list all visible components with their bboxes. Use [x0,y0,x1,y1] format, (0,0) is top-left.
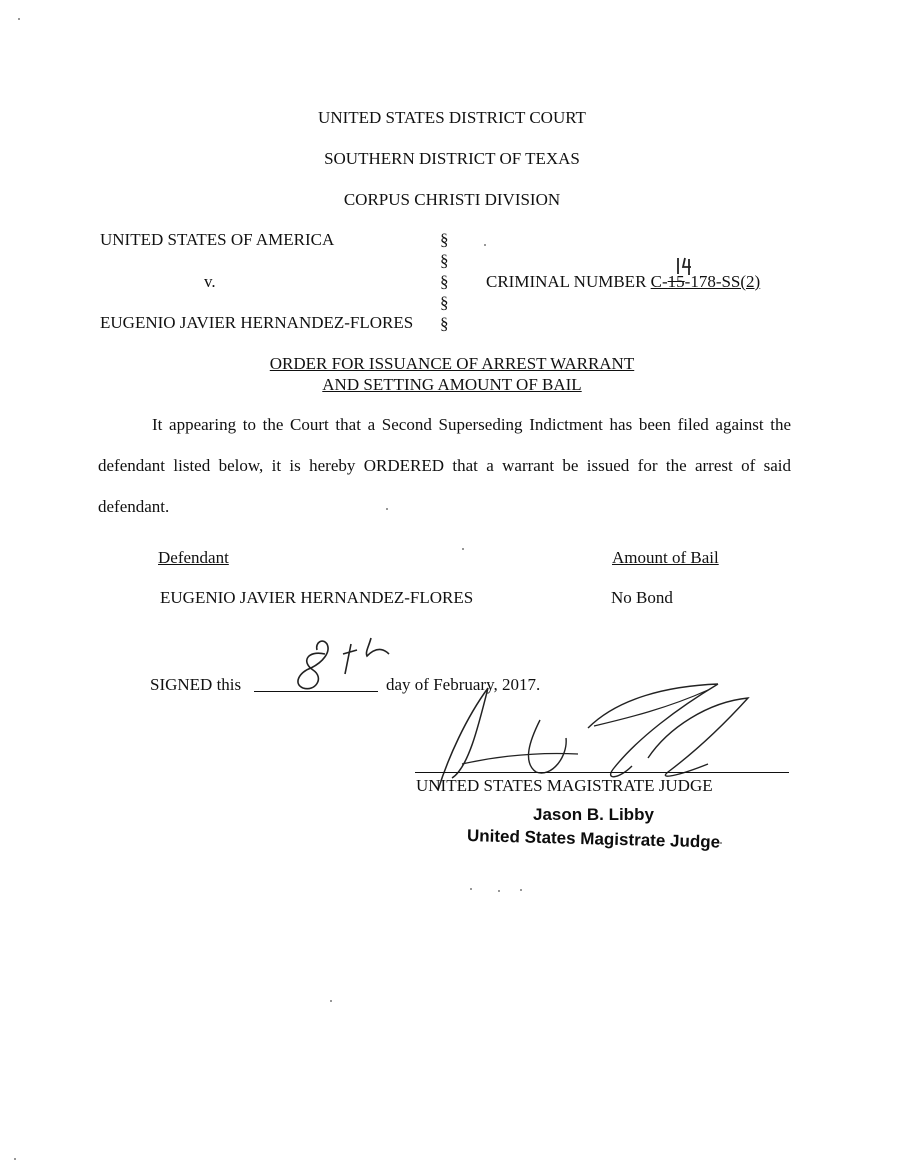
scan-speck [330,1000,332,1002]
row-defendant: EUGENIO JAVIER HERNANDEZ-FLORES [160,588,474,607]
scan-speck [470,888,472,890]
criminal-number-value: C-15-178-SS(2) [650,272,761,291]
judge-title: UNITED STATES MAGISTRATE JUDGE [416,776,713,795]
criminal-number [486,273,760,290]
section-mark: § [440,293,449,312]
section-mark: § [440,314,449,333]
section-mark: § [440,251,449,270]
criminal-number-struck: 15 [667,272,685,291]
stamp-title: United States Magistrate Judge [466,826,721,852]
header-bail: Amount of Bail [612,548,719,567]
date-suffix: day of February, 2017. [386,675,541,694]
scan-speck [14,1158,16,1160]
caption-plaintiff: UNITED STATES OF AMERICA [100,230,335,249]
caption-defendant: EUGENIO JAVIER HERNANDEZ-FLORES [100,313,414,332]
order-body: It appearing to the Court that a Second Superseding Indictment has been filed against the defendant listed below, it is hereby ORDERED that a warrant be issued for the arrest of said defendant. [98,415,791,516]
caption-versus: v. [204,272,216,291]
scan-speck [484,244,486,246]
section-mark: § [440,272,449,291]
order-title-line2: AND SETTING AMOUNT OF BAIL [322,375,582,394]
row-bail: No Bond [611,588,673,607]
signed-label: SIGNED this [150,675,242,694]
criminal-number-label: CRIMINAL NUMBER [486,272,647,291]
scan-speck [18,18,20,20]
header-defendant: Defendant [158,548,229,567]
scan-speck [462,548,464,550]
handwritten-case-number-correction [674,255,696,277]
court-name: UNITED STATES DISTRICT COURT [318,108,586,127]
handwritten-day [285,632,415,696]
order-title-line1: ORDER FOR ISSUANCE OF ARREST WARRANT [269,354,635,373]
scan-speck [720,842,722,844]
scan-speck [498,890,500,892]
scan-speck [520,889,522,891]
court-division: CORPUS CHRISTI DIVISION [343,190,561,209]
signature-line [415,772,789,773]
court-district: SOUTHERN DISTRICT OF TEXAS [324,149,580,168]
scan-speck [386,508,388,510]
section-mark: § [440,230,449,249]
stamp-name: Jason B. Libby [533,805,654,824]
